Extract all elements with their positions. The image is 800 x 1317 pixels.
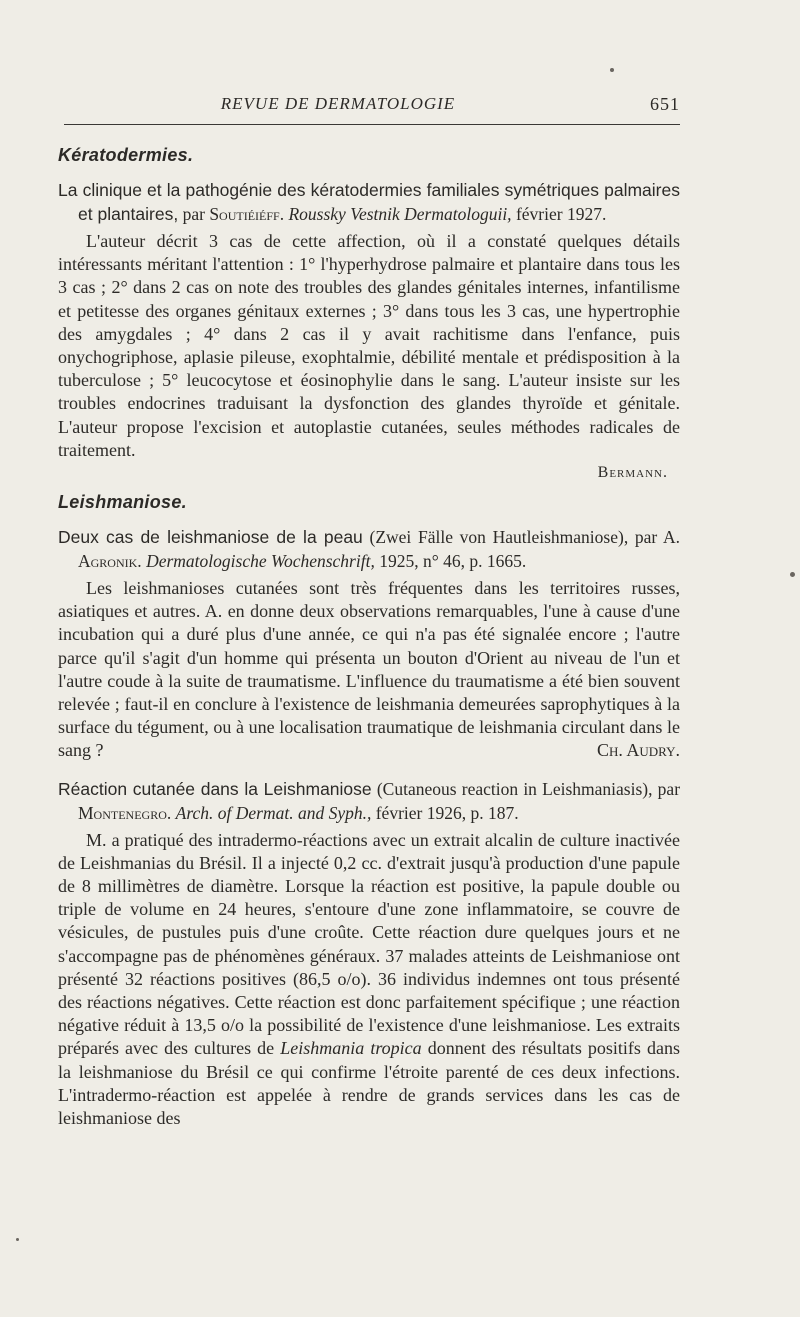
publication-date: février 1926, p. 187. bbox=[375, 802, 519, 823]
abstract-text: donnent des résultats positifs dans la leishmaniose du Brésil ce qui confirme l'étroite parenté de ces deux infections. L'intradermo-réaction est appelée à rendre de grands services dans les cas de leishmaniose des bbox=[58, 1038, 680, 1129]
ink-speck bbox=[790, 572, 795, 577]
ink-speck bbox=[610, 68, 614, 72]
abstract-body: L'auteur décrit 3 cas de cette affection, où il a constaté quelques détails intéressants méritant l'attention : 1° l'hyperhydrose palmaire et plantaire dans tous les 3 cas ; 2° dans 2 cas on note des troubles des glandes génitales internes, infantilisme et petitesse des organes génitaux externes ; 3° dans tous les 3 cas, une hypertrophie des amygdales ; 4° dans 2 cas il y avait rachitisme dans l'enfance, puis onychogriphose, aplasie pileuse, exophtalmie, débilité mentale et prédisposition à la tuberculose ; 5° leucocytose et éosinophylie dans le sang. L'auteur insiste sur les troubles endocrines traduisant la dysfonction des glandes thyroïde et génitale. L'auteur propose l'excision et autoplastie cutanées, seules méthodes radicales de traitement. bbox=[58, 231, 680, 460]
journal-name: Roussky Vestnik Dermatologuii, bbox=[288, 204, 512, 224]
entry-title bbox=[58, 777, 680, 825]
spacer bbox=[58, 763, 680, 777]
original-title: (Cutaneous reaction in Leishmaniasis), bbox=[376, 778, 653, 799]
by-word: par A. bbox=[634, 527, 680, 548]
entry-title bbox=[58, 178, 680, 226]
abstract-body bbox=[58, 829, 680, 1131]
page-number: 651 bbox=[650, 94, 680, 114]
author-name: Agronik. bbox=[78, 551, 142, 572]
text-column bbox=[58, 94, 680, 1130]
running-header bbox=[58, 94, 680, 124]
publication-date: 1925, n° 46, p. 1665. bbox=[379, 551, 527, 572]
section-heading: Kératodermies. bbox=[58, 145, 194, 165]
ink-speck bbox=[16, 1238, 19, 1241]
author-name: Montenegro. bbox=[78, 802, 172, 823]
running-title: REVUE DE DERMATOLOGIE bbox=[220, 94, 456, 113]
by-word: par bbox=[182, 204, 205, 224]
original-title: (Zwei Fälle von Hautleishmaniose), bbox=[369, 527, 629, 548]
entry-title bbox=[58, 525, 680, 573]
publication-date: février 1927. bbox=[515, 204, 607, 224]
abstract-body bbox=[58, 577, 680, 763]
journal-name: Dermatologische Wochenschrift, bbox=[146, 551, 375, 572]
journal-name: Arch. of Dermat. and Syph., bbox=[175, 802, 372, 823]
reviewer-signature: Bermann. bbox=[597, 464, 668, 482]
abstract-text: Les leishmanioses cutanées sont très fréquentes dans les territoires russes, asiatiques et autres. A. en donne deux observations remarquables, l'une à cause d'une incubation qui a duré plus d'une année, ce qui n'a pas été signalée encore ; l'autre parce qu'il s'agit d'un homme qui présenta un bouton d'Orient au niveau de l'un et l'autre coude à la suite de traumatisme. L'influence du traumatisme a été bien souvent relevée ; faut-il en conclure à l'existence de leishmania demeurées saprophytiques à la surface du tégument, ou à une localisation traumatique de leishmania circulant dans le sang ? bbox=[58, 578, 680, 761]
section-heading: Leishmaniose. bbox=[58, 492, 187, 513]
header-rule bbox=[64, 124, 680, 125]
article-title: La clinique et la pathogénie des kératodermies familiales symétriques palmaires et plantaires, bbox=[58, 180, 680, 224]
by-word: par bbox=[657, 778, 681, 799]
reviewer-signature: Ch. Audry. bbox=[596, 740, 680, 761]
article-title: Deux cas de leishmaniose de la peau bbox=[58, 527, 363, 548]
species-name: Leishmania tropica bbox=[280, 1038, 422, 1059]
article-title: Réaction cutanée dans la Leishmaniose bbox=[58, 778, 372, 799]
abstract-text: M. a pratiqué des intradermo-réactions avec un extrait alcalin de culture inactivée de Leishmanias du Brésil. Il a injecté 0,2 cc. d'extrait jusqu'à production d'une papule de 8 millimètres de diamètre. Lorsque la réaction est positive, la papule double ou triple de volume en 24 heures, s'entoure d'une zone inflammatoire, se couvre de vésicules, de pustules puis d'une croûte. Cette réaction dure quelques jours et ne s'accompagne pas de phénomènes généraux. 37 malades atteints de Leishmaniose ont présenté 32 réactions positives (86,5 o/o). 36 individus indemnes ont tous présenté des réactions négatives. Cette réaction est donc parfaitement spécifique ; une réaction négative réduit à 13,5 o/o la possibilité de l'existence d'une leishmaniose. Les extraits préparés avec des cultures de bbox=[58, 829, 680, 1059]
author-name: Soutiéiéff. bbox=[209, 204, 285, 224]
